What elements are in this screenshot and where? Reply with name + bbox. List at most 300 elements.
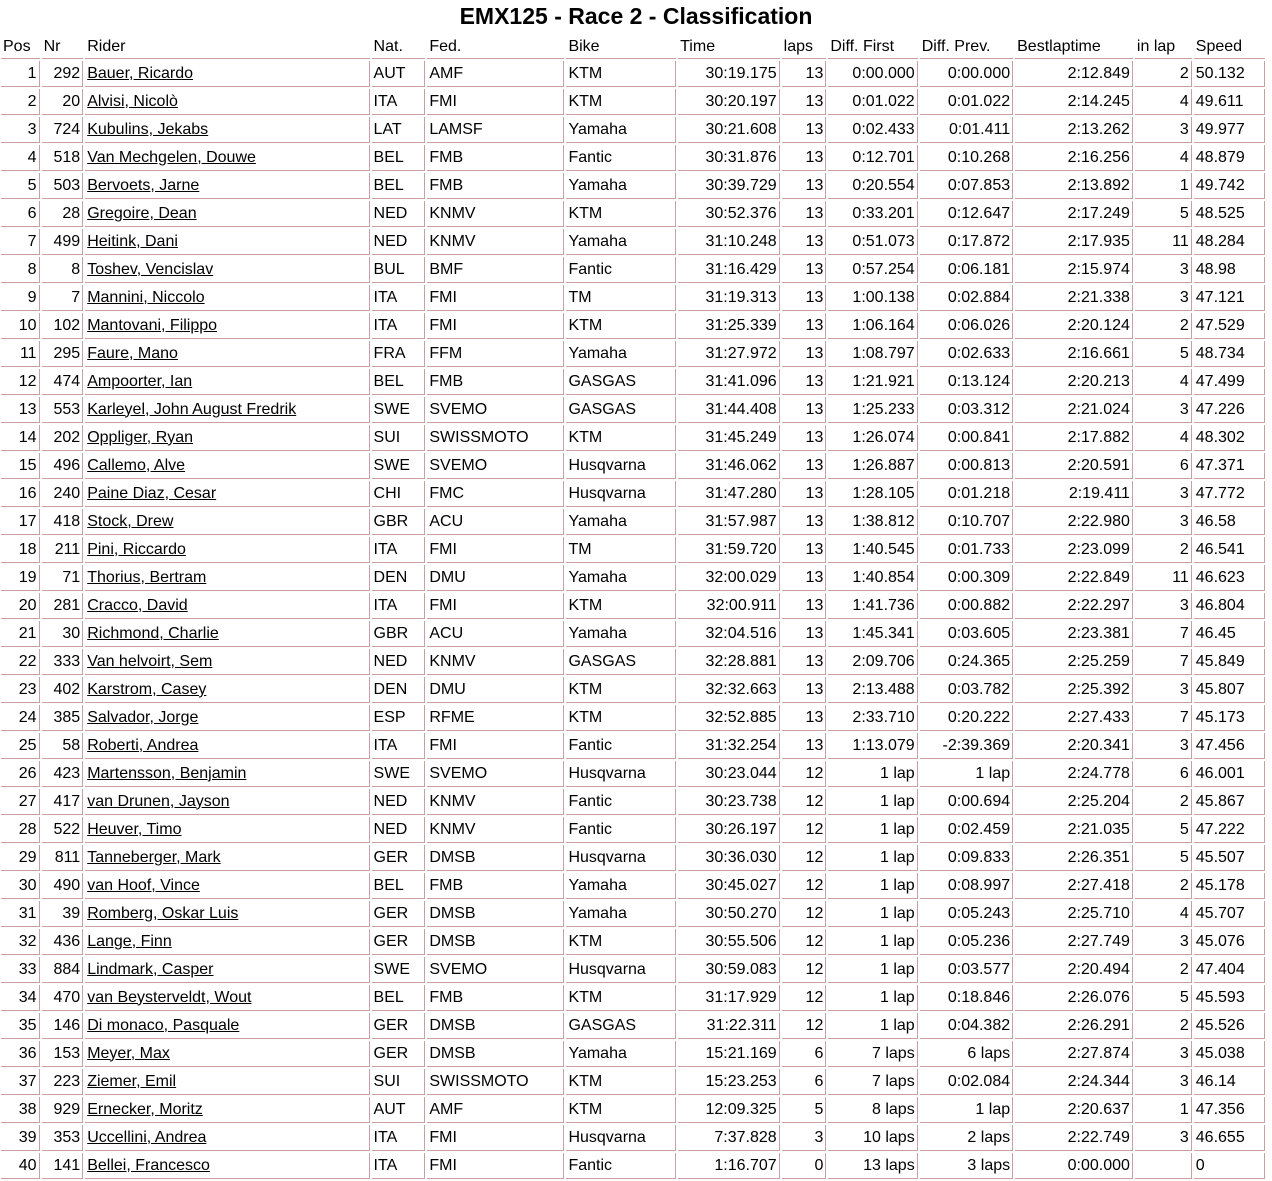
cell-fed: KNMV <box>427 817 564 843</box>
cell-in-lap: 3 <box>1135 397 1192 423</box>
cell-rider <box>85 509 369 535</box>
cell-nr: 518 <box>42 145 84 171</box>
cell-bike: Yamaha <box>566 229 676 255</box>
cell-nat: AUT <box>372 1097 426 1123</box>
cell-time: 31:41.096 <box>678 369 780 395</box>
cell-laps: 13 <box>782 201 827 227</box>
rider-link[interactable]: Faure, Mano <box>87 344 178 362</box>
cell-bike: Husqvarna <box>566 481 676 507</box>
rider-link[interactable]: Mannini, Niccolo <box>87 288 205 306</box>
cell-in-lap: 3 <box>1135 929 1192 955</box>
cell-pos: 17 <box>1 509 40 535</box>
cell-laps: 3 <box>782 1125 827 1151</box>
cell-nr: 223 <box>42 1069 84 1095</box>
cell-pos: 27 <box>1 789 40 815</box>
cell-diff-prev: 0:00.813 <box>920 453 1013 479</box>
table-row <box>1 593 1265 619</box>
cell-diff-prev: 0:01.411 <box>920 117 1013 143</box>
cell-pos: 18 <box>1 537 40 563</box>
rider-link[interactable]: Alvisi, Nicolò <box>87 92 178 110</box>
cell-speed: 47.456 <box>1194 733 1265 759</box>
cell-bestlaptime: 2:24.778 <box>1015 761 1133 787</box>
cell-diff-first: 1:28.105 <box>828 481 917 507</box>
cell-time: 31:19.313 <box>678 285 780 311</box>
cell-nat: NED <box>372 817 426 843</box>
cell-nat: BEL <box>372 173 426 199</box>
table-row <box>1 1069 1265 1095</box>
cell-diff-prev: 0:02.459 <box>920 817 1013 843</box>
cell-in-lap: 3 <box>1135 1069 1192 1095</box>
cell-in-lap: 5 <box>1135 985 1192 1011</box>
cell-bike: KTM <box>566 89 676 115</box>
rider-link[interactable]: Mantovani, Filippo <box>87 316 218 334</box>
table-row <box>1 145 1265 171</box>
rider-link[interactable]: Paine Diaz, Cesar <box>87 484 217 502</box>
rider-link[interactable]: van Hoof, Vince <box>87 876 200 894</box>
cell-nr: 811 <box>42 845 84 871</box>
rider-link[interactable]: Bellei, Francesco <box>87 1156 210 1174</box>
cell-time: 30:23.738 <box>678 789 780 815</box>
cell-speed: 47.529 <box>1194 313 1265 339</box>
rider-link[interactable]: Thorius, Bertram <box>87 568 207 586</box>
rider-link[interactable]: Richmond, Charlie <box>87 624 219 642</box>
cell-rider <box>85 1153 369 1179</box>
cell-nat: BEL <box>372 369 426 395</box>
cell-nr: 102 <box>42 313 84 339</box>
cell-fed: KNMV <box>427 201 564 227</box>
rider-link[interactable]: Callemo, Alve <box>87 456 186 474</box>
cell-bike: Husqvarna <box>566 957 676 983</box>
table-row <box>1 229 1265 255</box>
cell-laps: 13 <box>782 593 827 619</box>
cell-speed: 49.977 <box>1194 117 1265 143</box>
cell-bike: Yamaha <box>566 1041 676 1067</box>
cell-pos: 31 <box>1 901 40 927</box>
rider-link[interactable]: Uccellini, Andrea <box>87 1128 207 1146</box>
rider-link[interactable]: Salvador, Jorge <box>87 708 199 726</box>
rider-link[interactable]: Stock, Drew <box>87 512 174 530</box>
cell-speed: 46.14 <box>1194 1069 1265 1095</box>
cell-laps: 13 <box>782 89 827 115</box>
cell-diff-prev: 0:20.222 <box>920 705 1013 731</box>
cell-diff-first: 1:00.138 <box>828 285 917 311</box>
cell-rider <box>85 1041 369 1067</box>
cell-laps: 13 <box>782 61 827 87</box>
rider-link[interactable]: Pini, Riccardo <box>87 540 186 558</box>
table-row <box>1 61 1265 87</box>
cell-bestlaptime: 2:26.291 <box>1015 1013 1133 1039</box>
cell-pos: 21 <box>1 621 40 647</box>
cell-bestlaptime: 2:12.849 <box>1015 61 1133 87</box>
cell-time: 32:04.516 <box>678 621 780 647</box>
table-row <box>1 537 1265 563</box>
rider-link[interactable]: Roberti, Andrea <box>87 736 199 754</box>
table-row <box>1 677 1265 703</box>
cell-fed: SVEMO <box>427 397 564 423</box>
rider-link[interactable]: Cracco, David <box>87 596 188 614</box>
cell-rider <box>85 761 369 787</box>
cell-diff-first: 1:08.797 <box>828 341 917 367</box>
cell-bike: Husqvarna <box>566 453 676 479</box>
rider-link[interactable]: van Drunen, Jayson <box>87 792 230 810</box>
cell-nr: 470 <box>42 985 84 1011</box>
cell-nat: GER <box>372 901 426 927</box>
cell-bike: KTM <box>566 61 676 87</box>
cell-bestlaptime: 2:17.935 <box>1015 229 1133 255</box>
cell-diff-prev: 2 laps <box>920 1125 1013 1151</box>
cell-time: 7:37.828 <box>678 1125 780 1151</box>
cell-rider <box>85 845 369 871</box>
cell-speed: 0 <box>1194 1153 1265 1179</box>
col-diff-prev-header: Diff. Prev. <box>920 36 1013 59</box>
cell-fed: KNMV <box>427 789 564 815</box>
table-row <box>1 929 1265 955</box>
cell-nr: 211 <box>42 537 84 563</box>
rider-link[interactable]: Meyer, Max <box>87 1044 170 1062</box>
cell-bestlaptime: 2:20.213 <box>1015 369 1133 395</box>
cell-bike: Yamaha <box>566 873 676 899</box>
cell-bestlaptime: 2:23.381 <box>1015 621 1133 647</box>
cell-speed: 45.178 <box>1194 873 1265 899</box>
rider-link[interactable]: Ziemer, Emil <box>87 1072 177 1090</box>
cell-fed: FMI <box>427 1125 564 1151</box>
cell-nr: 499 <box>42 229 84 255</box>
cell-diff-first: 0:51.073 <box>828 229 917 255</box>
rider-link[interactable]: Gregoire, Dean <box>87 204 197 222</box>
cell-time: 30:20.197 <box>678 89 780 115</box>
cell-bestlaptime: 2:27.749 <box>1015 929 1133 955</box>
cell-diff-prev: 0:13.124 <box>920 369 1013 395</box>
cell-time: 31:46.062 <box>678 453 780 479</box>
cell-fed: AMF <box>427 1097 564 1123</box>
cell-pos: 28 <box>1 817 40 843</box>
rider-link[interactable]: Karstrom, Casey <box>87 680 207 698</box>
cell-in-lap: 5 <box>1135 341 1192 367</box>
cell-fed: FMI <box>427 285 564 311</box>
cell-diff-prev: 0:03.782 <box>920 677 1013 703</box>
cell-rider <box>85 229 369 255</box>
cell-diff-prev: 0:02.084 <box>920 1069 1013 1095</box>
cell-time: 32:32.663 <box>678 677 780 703</box>
cell-time: 32:28.881 <box>678 649 780 675</box>
cell-rider <box>85 173 369 199</box>
cell-diff-prev: 0:24.365 <box>920 649 1013 675</box>
cell-bike: GASGAS <box>566 649 676 675</box>
rider-link[interactable]: Bauer, Ricardo <box>87 64 194 82</box>
cell-time: 31:57.987 <box>678 509 780 535</box>
table-row <box>1 257 1265 283</box>
cell-speed: 45.807 <box>1194 677 1265 703</box>
cell-bike: Fantic <box>566 1153 676 1179</box>
cell-rider <box>85 873 369 899</box>
cell-nat: SWE <box>372 957 426 983</box>
cell-rider <box>85 1125 369 1151</box>
cell-time: 30:45.027 <box>678 873 780 899</box>
cell-pos: 1 <box>1 61 40 87</box>
rider-link[interactable]: Oppliger, Ryan <box>87 428 194 446</box>
cell-pos: 34 <box>1 985 40 1011</box>
cell-nr: 490 <box>42 873 84 899</box>
cell-bestlaptime: 2:20.637 <box>1015 1097 1133 1123</box>
cell-nat: GER <box>372 1013 426 1039</box>
cell-diff-first: 1:06.164 <box>828 313 917 339</box>
cell-rider <box>85 705 369 731</box>
rider-link[interactable]: Kubulins, Jekabs <box>87 120 209 138</box>
cell-rider <box>85 985 369 1011</box>
table-row <box>1 817 1265 843</box>
cell-bike: Fantic <box>566 789 676 815</box>
cell-rider <box>85 1097 369 1123</box>
rider-link[interactable]: Van Mechgelen, Douwe <box>87 148 256 166</box>
table-row <box>1 985 1265 1011</box>
cell-diff-first: 8 laps <box>828 1097 917 1123</box>
cell-fed: RFME <box>427 705 564 731</box>
cell-bestlaptime: 2:26.351 <box>1015 845 1133 871</box>
cell-speed: 45.593 <box>1194 985 1265 1011</box>
cell-speed: 47.356 <box>1194 1097 1265 1123</box>
cell-laps: 13 <box>782 397 827 423</box>
cell-time: 31:47.280 <box>678 481 780 507</box>
cell-in-lap: 4 <box>1135 425 1192 451</box>
cell-bike: KTM <box>566 705 676 731</box>
cell-bike: Fantic <box>566 145 676 171</box>
cell-fed: DMU <box>427 565 564 591</box>
cell-rider <box>85 89 369 115</box>
cell-nat: FRA <box>372 341 426 367</box>
cell-nat: LAT <box>372 117 426 143</box>
cell-laps: 13 <box>782 537 827 563</box>
cell-pos: 40 <box>1 1153 40 1179</box>
cell-fed: BMF <box>427 257 564 283</box>
table-row <box>1 873 1265 899</box>
cell-diff-first: 0:00.000 <box>828 61 917 87</box>
cell-pos: 11 <box>1 341 40 367</box>
cell-in-lap: 6 <box>1135 761 1192 787</box>
cell-diff-prev: 0:00.841 <box>920 425 1013 451</box>
cell-time: 15:21.169 <box>678 1041 780 1067</box>
cell-diff-first: 1 lap <box>828 929 917 955</box>
cell-rider <box>85 117 369 143</box>
table-row <box>1 453 1265 479</box>
cell-laps: 13 <box>782 481 827 507</box>
rider-link[interactable]: Tanneberger, Mark <box>87 848 221 866</box>
cell-fed: FMB <box>427 145 564 171</box>
cell-diff-prev: -2:39.369 <box>920 733 1013 759</box>
cell-bike: KTM <box>566 425 676 451</box>
cell-nat: NED <box>372 789 426 815</box>
rider-link[interactable]: Toshev, Vencislav <box>87 260 214 278</box>
rider-link[interactable]: Heitink, Dani <box>87 232 178 250</box>
cell-speed: 45.507 <box>1194 845 1265 871</box>
cell-nr: 503 <box>42 173 84 199</box>
cell-diff-first: 1:25.233 <box>828 397 917 423</box>
col-time-header: Time <box>678 36 780 59</box>
cell-nr: 8 <box>42 257 84 283</box>
rider-link[interactable]: Van helvoirt, Sem <box>87 652 213 670</box>
cell-nat: GBR <box>372 621 426 647</box>
cell-in-lap: 5 <box>1135 845 1192 871</box>
cell-pos: 38 <box>1 1097 40 1123</box>
cell-diff-first: 1:40.854 <box>828 565 917 591</box>
cell-time: 30:26.197 <box>678 817 780 843</box>
cell-nr: 7 <box>42 285 84 311</box>
cell-nr: 281 <box>42 593 84 619</box>
cell-laps: 12 <box>782 817 827 843</box>
cell-rider <box>85 929 369 955</box>
cell-in-lap: 4 <box>1135 901 1192 927</box>
cell-speed: 46.45 <box>1194 621 1265 647</box>
cell-bike: Yamaha <box>566 901 676 927</box>
cell-speed: 47.121 <box>1194 285 1265 311</box>
cell-time: 15:23.253 <box>678 1069 780 1095</box>
cell-diff-prev: 1 lap <box>920 761 1013 787</box>
cell-diff-first: 1 lap <box>828 845 917 871</box>
rider-link[interactable]: Karleyel, John August Fredrik <box>87 400 297 418</box>
cell-in-lap: 6 <box>1135 453 1192 479</box>
cell-in-lap: 2 <box>1135 61 1192 87</box>
cell-pos: 30 <box>1 873 40 899</box>
cell-bike: Yamaha <box>566 565 676 591</box>
cell-pos: 9 <box>1 285 40 311</box>
cell-rider <box>85 593 369 619</box>
cell-fed: FMB <box>427 369 564 395</box>
cell-bestlaptime: 2:17.249 <box>1015 201 1133 227</box>
cell-pos: 32 <box>1 929 40 955</box>
cell-in-lap: 2 <box>1135 957 1192 983</box>
cell-fed: FMI <box>427 313 564 339</box>
cell-fed: SWISSMOTO <box>427 1069 564 1095</box>
cell-pos: 7 <box>1 229 40 255</box>
cell-nat: GER <box>372 845 426 871</box>
cell-nat: SWE <box>372 453 426 479</box>
rider-link[interactable]: Bervoets, Jarne <box>87 176 200 194</box>
cell-nat: GER <box>372 929 426 955</box>
table-row <box>1 845 1265 871</box>
cell-nr: 39 <box>42 901 84 927</box>
cell-diff-prev: 0:02.884 <box>920 285 1013 311</box>
rider-link[interactable]: Lange, Finn <box>87 932 172 950</box>
cell-diff-prev: 0:03.605 <box>920 621 1013 647</box>
col-bestlaptime-header: Bestlaptime <box>1015 36 1133 59</box>
cell-speed: 48.879 <box>1194 145 1265 171</box>
cell-bestlaptime: 2:22.297 <box>1015 593 1133 619</box>
cell-speed: 45.526 <box>1194 1013 1265 1039</box>
header-row <box>1 36 1265 59</box>
cell-nat: AUT <box>372 61 426 87</box>
rider-link[interactable]: Ampoorter, Ian <box>87 372 193 390</box>
cell-nr: 146 <box>42 1013 84 1039</box>
table-row <box>1 173 1265 199</box>
cell-fed: DMSB <box>427 929 564 955</box>
cell-bestlaptime: 2:13.262 <box>1015 117 1133 143</box>
cell-rider <box>85 425 369 451</box>
cell-bestlaptime: 2:21.035 <box>1015 817 1133 843</box>
cell-rider <box>85 285 369 311</box>
rider-link[interactable]: Martensson, Benjamin <box>87 764 247 782</box>
cell-bike: Yamaha <box>566 341 676 367</box>
cell-bike: KTM <box>566 201 676 227</box>
cell-in-lap: 3 <box>1135 1125 1192 1151</box>
cell-in-lap: 2 <box>1135 313 1192 339</box>
cell-pos: 22 <box>1 649 40 675</box>
cell-time: 31:32.254 <box>678 733 780 759</box>
cell-speed: 46.804 <box>1194 593 1265 619</box>
table-row <box>1 285 1265 311</box>
cell-nat: SWE <box>372 397 426 423</box>
cell-speed: 50.132 <box>1194 61 1265 87</box>
cell-diff-prev: 0:00.000 <box>920 61 1013 87</box>
cell-laps: 12 <box>782 1013 827 1039</box>
table-row <box>1 425 1265 451</box>
cell-rider <box>85 677 369 703</box>
cell-nat: ESP <box>372 705 426 731</box>
cell-fed: SVEMO <box>427 453 564 479</box>
cell-nat: DEN <box>372 565 426 591</box>
cell-time: 30:36.030 <box>678 845 780 871</box>
col-speed-header: Speed <box>1194 36 1265 59</box>
cell-bike: Yamaha <box>566 509 676 535</box>
cell-fed: DMSB <box>427 901 564 927</box>
cell-in-lap: 3 <box>1135 593 1192 619</box>
cell-in-lap: 4 <box>1135 145 1192 171</box>
rider-link[interactable]: Ernecker, Moritz <box>87 1100 203 1118</box>
table-body <box>1 61 1265 1179</box>
cell-laps: 13 <box>782 425 827 451</box>
cell-laps: 13 <box>782 453 827 479</box>
col-nr-header: Nr <box>42 36 84 59</box>
cell-speed: 47.222 <box>1194 817 1265 843</box>
cell-bike: Husqvarna <box>566 845 676 871</box>
cell-diff-first: 1:13.079 <box>828 733 917 759</box>
cell-rider <box>85 145 369 171</box>
col-bike-header: Bike <box>566 36 676 59</box>
cell-speed: 48.98 <box>1194 257 1265 283</box>
cell-laps: 12 <box>782 873 827 899</box>
rider-link[interactable]: Romberg, Oskar Luis <box>87 904 239 922</box>
rider-link[interactable]: Lindmark, Casper <box>87 960 214 978</box>
cell-in-lap: 1 <box>1135 1097 1192 1123</box>
cell-nat: ITA <box>372 537 426 563</box>
cell-laps: 5 <box>782 1097 827 1123</box>
cell-speed: 47.404 <box>1194 957 1265 983</box>
cell-nr: 141 <box>42 1153 84 1179</box>
cell-speed: 48.525 <box>1194 201 1265 227</box>
cell-in-lap: 2 <box>1135 537 1192 563</box>
table-row <box>1 901 1265 927</box>
cell-fed: FMB <box>427 985 564 1011</box>
cell-speed: 46.655 <box>1194 1125 1265 1151</box>
cell-speed: 48.734 <box>1194 341 1265 367</box>
cell-nr: 353 <box>42 1125 84 1151</box>
cell-in-lap: 7 <box>1135 705 1192 731</box>
cell-fed: ACU <box>427 509 564 535</box>
cell-rider <box>85 817 369 843</box>
table-row <box>1 733 1265 759</box>
cell-speed: 49.611 <box>1194 89 1265 115</box>
cell-laps: 13 <box>782 313 827 339</box>
rider-link[interactable]: Di monaco, Pasquale <box>87 1016 240 1034</box>
cell-speed: 45.849 <box>1194 649 1265 675</box>
cell-pos: 12 <box>1 369 40 395</box>
cell-diff-prev: 0:12.647 <box>920 201 1013 227</box>
cell-bestlaptime: 2:22.980 <box>1015 509 1133 535</box>
cell-diff-first: 1 lap <box>828 873 917 899</box>
rider-link[interactable]: van Beysterveldt, Wout <box>87 988 252 1006</box>
rider-link[interactable]: Heuver, Timo <box>87 820 182 838</box>
cell-rider <box>85 313 369 339</box>
cell-in-lap: 7 <box>1135 649 1192 675</box>
cell-fed: ACU <box>427 621 564 647</box>
